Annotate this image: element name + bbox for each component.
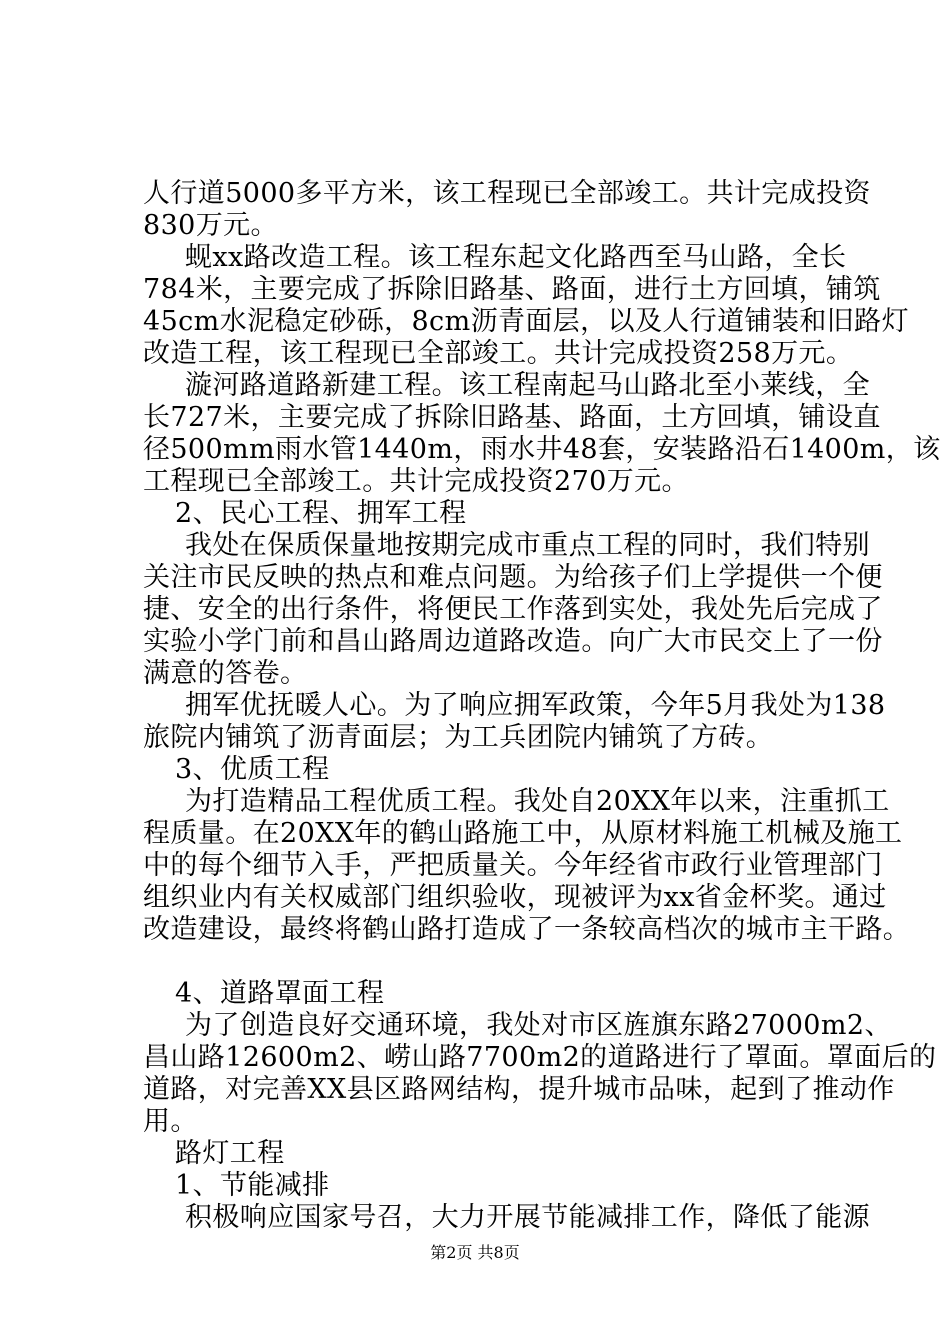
text-line: 为打造精品工程优质工程。我处自20XX年以来，注重抓工 [185,786,890,817]
text-line: 组织业内有关权威部门组织验收，现被评为xx省金杯奖。通过 [143,882,887,913]
text-line: 径500mm雨水管1440m，雨水井48套，安装路沿石1400m，该 [143,434,941,465]
text-line: 45cm水泥稳定砂砾，8cm沥青面层，以及人行道铺装和旧路灯 [143,306,909,337]
text-line: 积极响应国家号召，大力开展节能减排工作，降低了能源 [185,1202,870,1233]
text-line: 长727米，主要完成了拆除旧路基、路面，土方回填，铺设直 [143,402,881,433]
text-line: 漩河路道路新建工程。该工程南起马山路北至小莱线，全 [185,370,870,401]
text-line: 程质量。在20XX年的鹤山路施工中，从原材料施工机械及施工 [143,818,903,849]
section-heading: 4、道路罩面工程 [175,978,385,1009]
text-line: 830万元。 [143,210,278,241]
text-line: 旅院内铺筑了沥青面层；为工兵团院内铺筑了方砖。 [143,722,774,753]
text-line: 拥军优抚暖人心。为了响应拥军政策，今年5月我处为138 [185,690,886,721]
text-line: 中的每个细节入手，严把质量关。今年经省市政行业管理部门 [143,850,883,881]
section-heading: 2、民心工程、拥军工程 [175,498,467,529]
section-heading: 3、优质工程 [175,754,330,785]
text-line: 我处在保质保量地按期完成市重点工程的同时，我们特别 [185,530,870,561]
page-number-footer: 第2页 共8页 [430,1243,520,1262]
text-line: 蚬xx路改造工程。该工程东起文化路西至马山路，全长 [185,242,847,273]
section-heading: 路灯工程 [175,1138,285,1169]
text-line: 满意的答卷。 [143,658,308,689]
text-line: 工程现已全部竣工。共计完成投资270万元。 [143,466,689,497]
section-heading: 1、节能减排 [175,1170,330,1201]
text-line: 捷、安全的出行条件，将便民工作落到实处，我处先后完成了 [143,594,883,625]
text-line: 实验小学门前和昌山路周边道路改造。向广大市民交上了一份 [143,626,883,657]
text-line: 用。 [143,1106,198,1137]
text-line: 为了创造良好交通环境，我处对市区旌旗东路27000m2、 [185,1010,892,1041]
text-line: 昌山路12600m2、崂山路7700m2的道路进行了罩面。罩面后的 [143,1042,937,1073]
text-line: 人行道5000多平方米，该工程现已全部竣工。共计完成投资 [143,178,871,209]
text-line: 关注市民反映的热点和难点问题。为给孩子们上学提供一个便 [143,562,883,593]
text-line: 改造工程，该工程现已全部竣工。共计完成投资258万元。 [143,338,854,369]
text-line: 784米，主要完成了拆除旧路基、路面，进行土方回填，铺筑 [143,274,881,305]
text-line: 道路，对完善XX县区路网结构，提升城市品味，起到了推动作 [143,1074,895,1105]
text-line: 改造建设，最终将鹤山路打造成了一条较高档次的城市主干路。 [143,914,911,945]
